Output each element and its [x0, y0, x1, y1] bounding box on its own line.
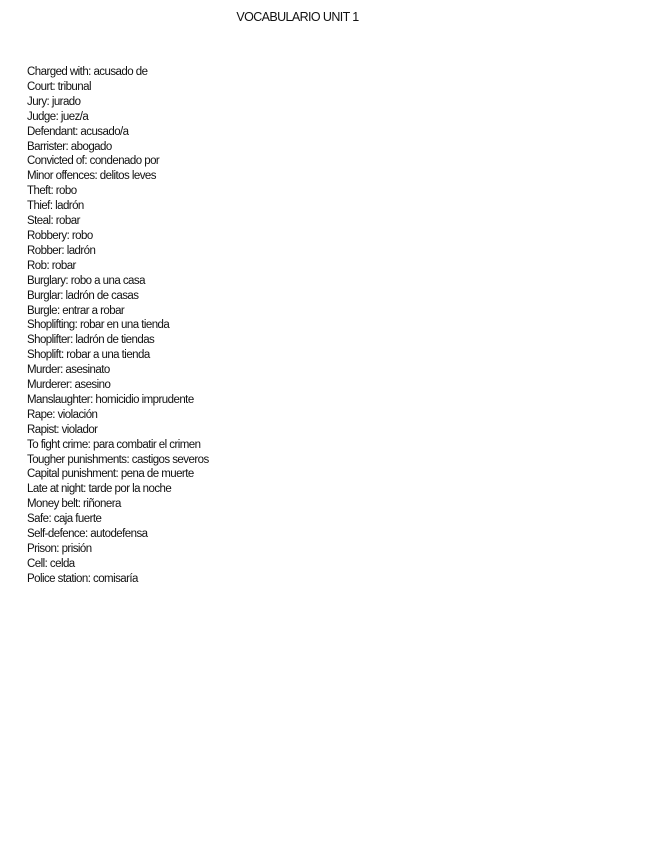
vocab-entry: Robber: ladrón [27, 244, 96, 257]
vocab-entry: Murderer: asesino [27, 379, 111, 392]
vocab-entry: Late at night: tarde por la noche [27, 483, 172, 496]
vocabulary-list [27, 65, 209, 587]
page-title: VOCABULARIO UNIT 1 [236, 10, 359, 24]
vocab-entry: Robbery: robo [27, 229, 93, 242]
vocab-entry: Jury: jurado [27, 95, 81, 108]
vocab-entry: Burgle: entrar a robar [27, 304, 125, 317]
vocab-entry: Money belt: riñonera [27, 498, 121, 511]
vocab-entry: Charged with: acusado de [27, 66, 148, 78]
vocab-entry: Rob: robar [27, 259, 76, 272]
vocab-entry: Convicted of: condenado por [27, 155, 160, 168]
vocab-entry: Rape: violación [27, 408, 98, 421]
vocab-entry: Judge: juez/a [27, 110, 89, 123]
vocab-entry: Shoplifter: ladrón de tiendas [27, 334, 155, 347]
vocab-entry: Rapist: violador [27, 423, 98, 436]
vocab-entry: Minor offences: delitos leves [27, 170, 156, 183]
vocab-entry: Barrister: abogado [27, 140, 112, 153]
vocab-entry: Cell: celda [27, 557, 75, 570]
vocab-entry: Shoplifting: robar en una tienda [27, 319, 170, 332]
vocab-entry: Court: tribunal [27, 80, 91, 93]
vocab-entry: Thief: ladrón [27, 200, 84, 213]
vocab-entry: Tougher punishments: castigos severos [27, 453, 209, 466]
vocab-entry: Burglar: ladrón de casas [27, 289, 139, 302]
vocab-entry: Police station: comisaría [27, 572, 138, 585]
vocab-entry: Murder: asesinato [27, 364, 110, 377]
vocab-entry: Capital punishment: pena de muerte [27, 468, 194, 481]
vocab-entry: Manslaughter: homicidio imprudente [27, 393, 194, 406]
vocab-entry: Burglary: robo a una casa [27, 274, 145, 287]
vocab-entry: To fight crime: para combatir el crimen [27, 438, 201, 451]
vocab-entry: Self-defence: autodefensa [27, 528, 148, 541]
vocab-entry: Shoplift: robar a una tienda [27, 349, 150, 362]
vocab-entry: Theft: robo [27, 185, 77, 198]
vocab-entry: Steal: robar [27, 215, 80, 228]
vocab-entry: Defendant: acusado/a [27, 125, 129, 138]
vocab-entry: Safe: caja fuerte [27, 513, 102, 526]
vocab-entry: Prison: prisión [27, 543, 92, 555]
